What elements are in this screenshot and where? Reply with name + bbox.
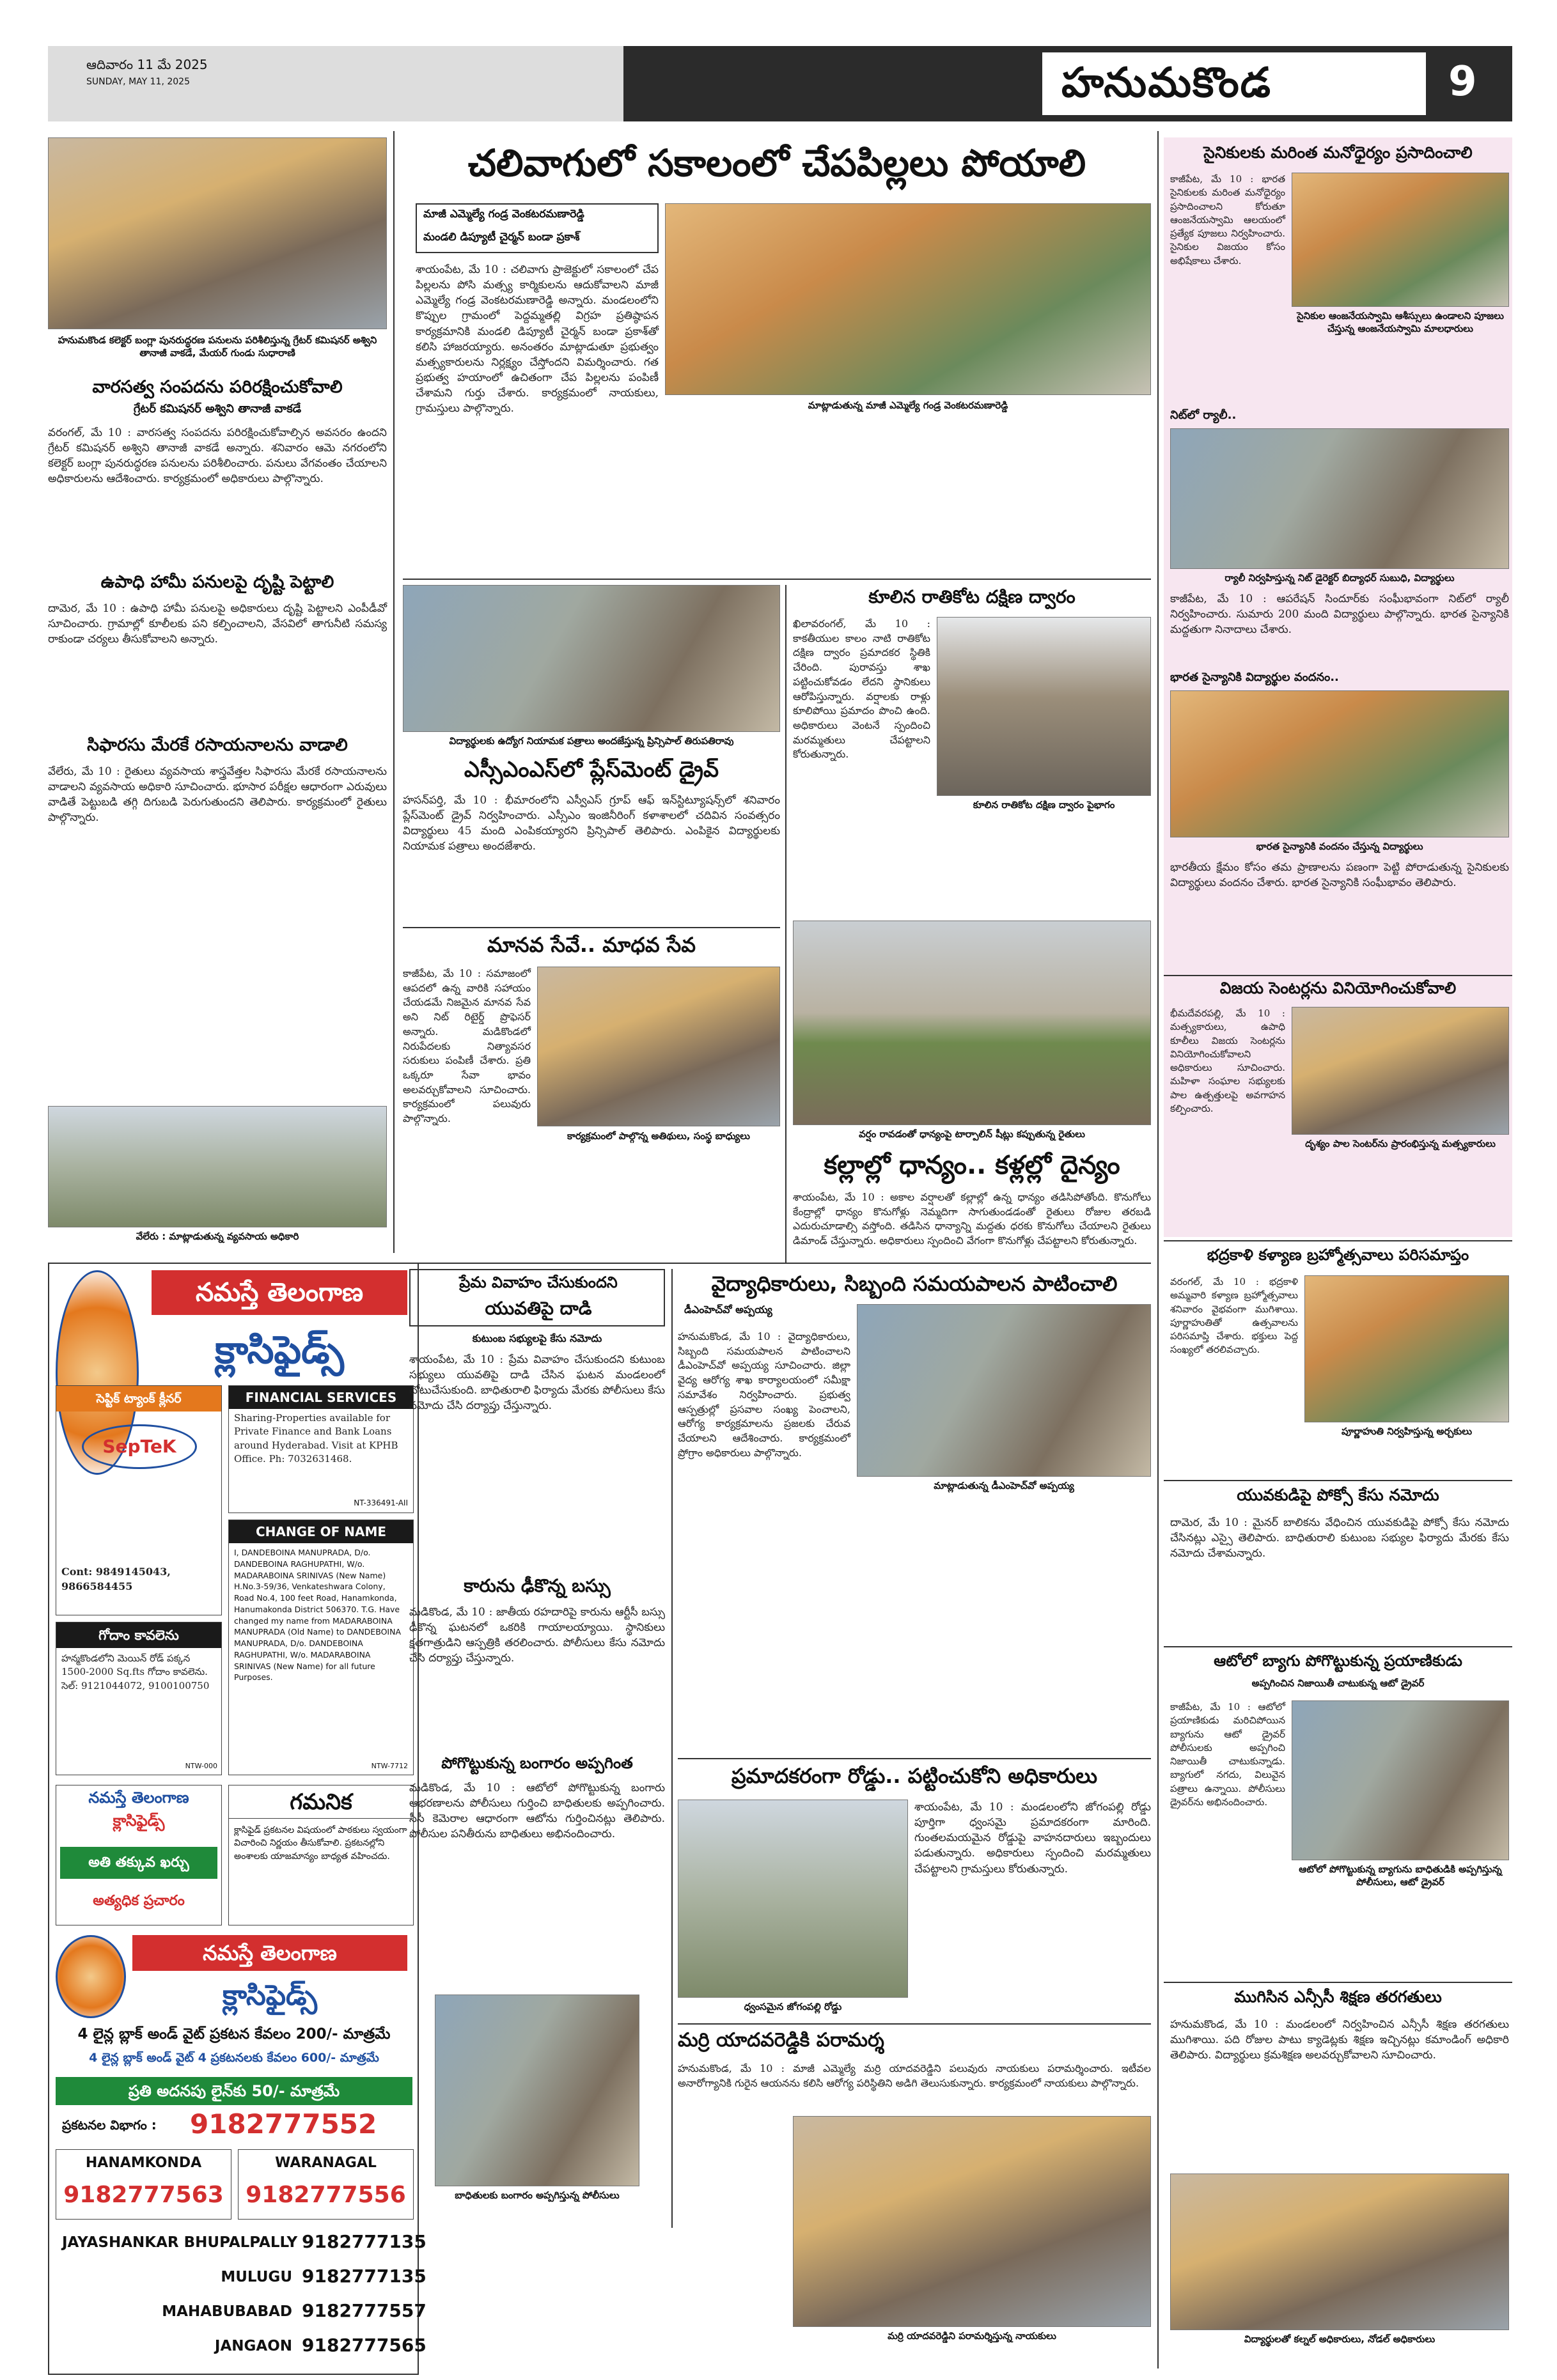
godown-title: గోదాం కావలెను	[56, 1622, 221, 1648]
city-hanamkonda-name: HANAMKONDA	[85, 2155, 202, 2171]
solidarity-body: భారతీయ క్షేమం కోసం తమ ప్రాణాలను పణంగా పెట్టి పోరాడుతున్న సైనికులకు విద్యార్థులు వందనం చేశారు. భారత సైన్యానికి సంఘీభావం తెలిపారు.	[1170, 861, 1509, 890]
offer-brand-line2: క్లాసిఫైడ్స్	[223, 1979, 317, 2012]
placement-headline: ఎస్సీఎంఎస్‌లో ప్లేస్‌మెంట్ డ్రైవ్	[464, 757, 719, 782]
district-row-phone[interactable]: 9182777135	[302, 2266, 426, 2287]
right-column-rule	[1157, 131, 1159, 2368]
ncc-photo	[1170, 2174, 1509, 2330]
kalyan-top-rule	[1164, 1240, 1512, 1241]
masthead-date-box	[48, 46, 623, 121]
lead-kicker-2: మండలి డిప్యూటీ చైర్మన్ బండా ప్రకాశ్	[423, 231, 580, 244]
auto-photo-caption: ఆటోలో పోగొట్టుకున్న బ్యాగును బాధితుడికి అప్పగిస్తున్న పోలీసులు, ఆటో డ్రైవర్	[1299, 1863, 1502, 1888]
septic-logo: SepTeK	[82, 1424, 197, 1469]
heritage-body: వరంగల్, మే 10 : వారసత్వ సంపదను పరిరక్షించుకోవాల్సిన అవసరం ఉందని గ్రేటర్ కమిషనర్ అశ్విని తానాజీ వాకడే అన్నారు. శనివారం ఆమె నగరంలోని కలెక్టర్ బంగ్లా పునరుద్ధరణ పనులను పరిశీలించారు. పనులు వేగవంతం చేయాలని అధికారులను ఆదేశించారు. కార్యక్రమంలో అధికారులు పాల్గొన్నారు.	[48, 426, 387, 486]
fort-body-cont	[937, 818, 1151, 914]
dept-phone[interactable]: 9182777552	[190, 2108, 377, 2140]
mayor-photo	[793, 2116, 1151, 2327]
lead-kicker-box	[416, 203, 659, 253]
heritage-headline: వారసత్వ సంపదను పరిరక్షించుకోవాలి	[92, 377, 343, 397]
city-hanamkonda-phone[interactable]: 9182777563	[63, 2182, 224, 2208]
nit-rally-photo-caption: ర్యాలీ నిర్వహిస్తున్న నిట్ డైరెక్టర్ బిద్యాధర్ సుబుధి, విద్యార్థులు	[1224, 572, 1455, 584]
manava-photo	[537, 967, 780, 1126]
classifieds-brand-line1: నమస్తే తెలంగాణ	[152, 1270, 407, 1315]
doctors-photo-caption: మాట్లాడుతున్న డీఎంహెచ్‌వో అప్పయ్య	[934, 1480, 1074, 1491]
nit-rally-label: నిట్‌లో ర్యాలీ..	[1170, 408, 1237, 422]
financial-ad-body: Sharing-Properties available for Private Finance and Bank Loans around Hyderabad. Visit at KPHB Office. Ph: 7032631468.	[234, 1412, 398, 1465]
tagline-high-reach: అత్యధిక ప్రచారం	[93, 1893, 185, 1909]
district-row-phone[interactable]: 9182777565	[302, 2335, 426, 2356]
vijay-body-cont	[1292, 1170, 1509, 1231]
lead-body-cont	[665, 422, 1151, 524]
pocso-top-rule	[1164, 1480, 1512, 1481]
godown-body: హన్మకొండలోని మెయిన్ రోడ్ పక్కన 1500-2000 Sq.fts గోదాం కావలెను. సెల్: 9121044072, 9100100750	[61, 1653, 210, 1692]
road-photo-caption: ధ్వంసమైన జోగంపల్లి రోడ్డు	[744, 2001, 842, 2012]
solidarity-photo	[1170, 690, 1509, 837]
center-lower-rule	[671, 1269, 673, 2228]
godown-ad	[56, 1622, 222, 1775]
lead-photo	[665, 203, 1151, 395]
manava-photo-caption: కార్యక్రమంలో పాల్గొన్న అతిథులు, సంస్థ బాధ్యులు	[567, 1130, 750, 1142]
chemicals-headline: సిఫారసు మేరకే రసాయనాలను వాడాలి	[87, 735, 348, 755]
manava-body: కాజీపేట, మే 10 : సమాజంలో ఆపదలో ఉన్న వారికి సహాయం చేయడమే నిజమైన మానవ సేవ అని నిట్ రిటైర్డ్ ప్రొఫెసర్ అన్నారు. మడికొండలో నిరుపేదలకు నిత్యావసర సరుకులు పంపిణీ చేశారు. ప్రతి ఒక్కరూ సేవా భావం అలవర్చుకోవాలని సూచించారు. కార్యక్రమంలో పలువురు పాల్గొన్నారు.	[403, 967, 531, 1125]
septic-ad-title: సెప్టిక్ ట్యాంక్ క్లీనర్	[56, 1386, 221, 1412]
change-of-name-title: CHANGE OF NAME	[229, 1520, 413, 1543]
lead-headline: చలివాగులో సకాలంలో చేపపిల్లలు పోయాలి	[467, 141, 1086, 185]
army-body: కాజీపేట, మే 10 : భారత సైనికులకు మరింత మనోధైర్యం ప్రసాదించాలని కోరుతూ ఆంజనేయస్వామి ఆలయంలో ప్రత్యేక పూజలు నిర్వహించారు. సైనికుల విజయం కోసం అభిషేకాలు చేశారు.	[1170, 173, 1285, 267]
army-body-cont	[1292, 352, 1509, 403]
ncc-body: హనుమకొండ, మే 10 : మండలంలో నిర్వహించిన ఎన్సీసీ శిక్షణ తరగతులు ముగిశాయి. పది రోజుల పాటు క్యాడెట్లకు శిక్షణ ఇచ్చినట్లు కమాండింగ్ అధికారి తెలిపారు. విద్యార్థులు క్రమశిక్షణ అలవర్చుకోవాలని సూచించారు.	[1170, 2018, 1509, 2062]
auto-body-cont	[1292, 1895, 1509, 1975]
date-telugu: ఆదివారం 11 మే 2025	[86, 57, 208, 72]
vijay-photo	[1292, 1007, 1509, 1135]
grain-photo	[793, 921, 1151, 1125]
pocso-headline: యువకుడిపై పోక్సో కేసు నమోదు	[1237, 1486, 1439, 1504]
financial-ad-title: FINANCIAL SERVICES	[229, 1386, 413, 1409]
mayor-photo-caption: మర్రి యాదవరెడ్డిని పరామర్శిస్తున్న నాయకులు	[888, 2330, 1056, 2342]
collector-photo-caption: హనుమకొండ కలెక్టర్ బంగ్లా పునరుద్ధరణ పనులను పరిశీలిస్తున్న గ్రేటర్ కమిషనర్ అశ్విని తానాజీ వాకడే, మేయర్ గుండు సుధారాణి	[58, 334, 377, 359]
road-body: శాయంపేట, మే 10 : మండలంలోని జోగంపల్లి రోడ్డు పూర్తిగా ధ్వంసమై ప్రమాదకరంగా మారింది. గుంతలమయమైన రోడ్డుపై వాహనదారులు ఇబ్బందులు పడుతున్నారు. అధికారులు స్పందించి మరమ్మతులు చేపట్టాలని గ్రామస్తులు కోరుతున్నారు.	[914, 1801, 1151, 1876]
manava-top-rule	[403, 927, 780, 928]
vijay-headline: విజయ సెంటర్లను వినియోగించుకోవాలి	[1219, 979, 1457, 997]
ncc-top-rule	[1164, 1982, 1512, 1983]
district-list	[56, 2229, 426, 2370]
dept-label: ప్రకటనల విభాగం :	[62, 2117, 157, 2133]
doctors-kicker: డీఎంహెచ్‌వో అప్పయ్య	[684, 1303, 772, 1316]
vijay-body: భీమదేవరపల్లి, మే 10 : మత్స్యకారులు, ఉపాధి కూలీలు విజయ సెంటర్లను వినియోగించుకోవాలని అధికారులు సూచించారు. మహిళా సంఘాల సభ్యులకు పాల ఉత్పత్తులపై అవగాహన కల్పించారు.	[1170, 1007, 1285, 1115]
fort-headline: కూలిన రాతికోట దక్షిణ ద్వారం	[868, 586, 1076, 607]
car-body: మడికొండ, మే 10 : జాతీయ రహదారిపై కారును ఆర్టీసీ బస్సు ఢీకొన్న ఘటనలో ఒకరికి గాయాలయ్యాయి. స్థానికులు క్షతగాత్రుడిని ఆస్పత్రికి తరలించారు. పోలీసులు కేసు నమోదు చేసి దర్యాప్తు చేస్తున్నారు.	[409, 1606, 665, 1665]
grain-photo-caption: వర్షం రావడంతో ధాన్యంపై టార్పాలిన్ షీట్లు కప్పుతున్న రైతులు	[859, 1128, 1085, 1140]
auto-body: కాజీపేట, మే 10 : ఆటోలో ప్రయాణికుడు మరిచిపోయిన బ్యాగును ఆటో డ్రైవర్ పోలీసులకు అప్పగించి నిజాయితీ చాటుకున్నాడు. బ్యాగులో నగదు, విలువైన పత్రాలు ఉన్నాయి. పోలీసులు డ్రైవర్‌ను అభినందించారు.	[1170, 1701, 1285, 1808]
doctors-headline: వైద్యాధికారులు, సిబ్బంది సమయపాలన పాటించాలి	[711, 1272, 1118, 1296]
nit-rally-photo	[1170, 428, 1509, 569]
doctors-photo	[857, 1304, 1151, 1477]
change-of-name-body: I, DANDEBOINA MANUPRADA, D/o. DANDEBOINA RAGHUPATHI, W/o. MADARABOINA SRINIVAS (New Name) H.No.3-59/36, Venkateshwara Colony, Road No.4, 100 feet Road, Hanamkonda, Hanumakonda District 506370. T.G. Have changed my name from MADARABOINA MANUPRADA (Old Name) to DANDEBOINA MANUPRADA, D/o. DANDEBOINA RAGHUPATHI, W/o. MADARABOINA SRINIVAS (New Name) for all future Purposes.	[234, 1548, 401, 1683]
car-headline: కారును ఢీకొన్న బస్సు	[464, 1575, 611, 1596]
city-warangal-phone[interactable]: 9182777556	[246, 2182, 406, 2208]
septic-ad-phone: Cont: 9849145043, 9866584455	[61, 1566, 171, 1592]
placement-body: హసన్‌పర్తి, మే 10 : భీమారంలోని ఎస్వీఎస్ గ్రూప్ ఆఫ్ ఇన్‌స్టిట్యూషన్స్‌లో శనివారం ప్లేస్‌మెంట్ డ్రైవ్ నిర్వహించారు. ఎస్సీఎం ఇంజినీరింగ్ కళాశాలలో చదివిన సంవత్సరం విద్యార్థులు 45 మంది ఎంపికయ్యారని ప్రిన్సిపాల్ తెలిపారు. ఎంపికైన విద్యార్థులకు నియామక పత్రాలు అందజేశారు.	[403, 794, 780, 853]
offer-line-2: 4 లైన్ల బ్లాక్ అండ్ వైట్ 4 ప్రకటనలకు కేవలం 600/- మాత్రమే	[89, 2051, 379, 2065]
gold-photo-caption: బాధితులకు బంగారం అప్పగిస్తున్న పోలీసులు	[455, 2189, 620, 2201]
district-row-name: MAHABUBABAD	[162, 2303, 292, 2320]
lead-bottom-rule	[403, 579, 1151, 580]
employment-body: దామెర, మే 10 : ఉపాధి హామీ పనులపై అధికారులు దృష్టి పెట్టాలని ఎంపీడీవో సూచించారు. గ్రామాల్లో కూలీలకు పని కల్పించాలని, వేసవిలో తాగునీటి సమస్య రాకుండా చర్యలు తీసుకోవాలని అన్నారు.	[48, 602, 387, 646]
city-hanamkonda	[56, 2149, 231, 2220]
auto-subhead: అప్పగించిన నిజాయితీ చాటుకున్న ఆటో డ్రైవర్	[1251, 1677, 1425, 1689]
masthead	[48, 46, 1512, 121]
gamanika-box	[228, 1785, 414, 1925]
offer-line-1: 4 లైన్ల బ్లాక్ అండ్ వైట్ ప్రకటన కేవలం 200/- మాత్రమే	[77, 2026, 391, 2042]
mayor-body: హనుమకొండ, మే 10 : మాజీ ఎమ్మెల్యే మర్రి యాదవరెడ్డిని పలువురు నాయకులు పరామర్శించారు. ఇటీవల అనారోగ్యానికి గురైన ఆయనను కలిసి ఆరోగ్య పరిస్థితిని అడిగి తెలుసుకున్నారు. కార్యక్రమంలో నాయకులు పాల్గొన్నారు.	[678, 2062, 1151, 2089]
gold-photo	[435, 1995, 639, 2186]
auto-photo	[1292, 1700, 1509, 1860]
brand-mini-box	[56, 1785, 222, 1925]
vijay-photo-caption: దృశ్యం పాల సెంటర్‌ను ప్రారంభిస్తున్న మత్స్యకారులు	[1305, 1138, 1496, 1149]
gold-body: మడికొండ, మే 10 : ఆటోలో పోగొట్టుకున్న బంగారు ఆభరణాలను పోలీసులు గుర్తించి బాధితులకు అప్పగించారు. సీసీ కెమెరాల ఆధారంగా ఆటోను గుర్తించినట్లు తెలిపారు. పోలీసుల పనితీరును బాధితులు అభినందించారు.	[409, 1782, 665, 1841]
farmers-photo-caption: వేలేరు : మాట్లాడుతున్న వ్యవసాయ అధికారి	[136, 1231, 299, 1242]
fort-photo-caption: కూలిన రాతికోట దక్షిణ ద్వారం పైభాగం	[973, 799, 1115, 811]
nit-rally-body: కాజీపేట, మే 10 : ఆపరేషన్ సిందూర్‌కు సంఘీభావంగా నిట్‌లో ర్యాలీ నిర్వహించారు. సుమారు 200 మంది విద్యార్థులు పాల్గొన్నారు. భారత సైన్యానికి మద్దతుగా నినాదాలు చేశారు.	[1170, 593, 1509, 637]
kalyan-photo-caption: పూర్ణాహుతి నిర్వహిస్తున్న అర్చకులు	[1341, 1426, 1473, 1437]
page-number: 9	[1448, 58, 1477, 105]
change-of-name-code: NTW-7712	[371, 1762, 408, 1770]
offer-line-3: ప్రతి అదనపు లైన్‌కు 50/- మాత్రమే	[56, 2077, 412, 2105]
financial-ad	[228, 1385, 414, 1513]
collector-bungalow-photo	[48, 137, 387, 329]
change-of-name-ad	[228, 1520, 414, 1775]
lead-kicker: మాజీ ఎమ్మెల్యే గండ్ర వెంకటరమణారెడ్డి	[423, 208, 584, 221]
lead-body: శాయంపేట, మే 10 : చలివాగు ప్రాజెక్టులో సకాలంలో చేప పిల్లలను పోసి మత్స్య కార్మికులను ఆదుకోవాలని మాజీ ఎమ్మెల్యే గండ్ర వెంకటరమణారెడ్డి అన్నారు. మండలంలోని కొప్పుల గ్రామంలో పెద్దమ్మతల్లి విగ్రహ ప్రతిష్ఠాపన కార్యక్రమానికి మండలి డిప్యూటీ చైర్మన్ బండా ప్రకాశ్‌తో కలిసి హాజరయ్యారు. అనంతరం మాట్లాడుతూ ప్రభుత్వం మత్స్యకారులను నిర్లక్ష్యం చేస్తోందని విమర్శించారు. గత ప్రభుత్వ హయాంలో ఉచితంగా చేప పిల్లలను పంపిణీ చేశామని గుర్తు చేశారు. కార్యక్రమంలో నాయకులు, గ్రామస్తులు పాల్గొన్నారు.	[416, 263, 659, 416]
employment-headline: ఉపాధి హామీ పనులపై దృష్టి పెట్టాలి	[100, 572, 334, 592]
grain-headline: కల్లాల్లో ధాన్యం.. కళ్లల్లో దైన్యం	[824, 1151, 1120, 1180]
offer-brand-line1: నమస్తే తెలంగాణ	[132, 1935, 407, 1971]
heritage-subhead: గ్రేటర్ కమిషనర్ అశ్విని తానాజీ వాకడే	[133, 402, 302, 416]
classifieds-panel	[48, 1263, 426, 2375]
vijay-top-rule	[1164, 975, 1512, 976]
district-row-name: MULUGU	[221, 2269, 292, 2285]
army-photo	[1292, 173, 1509, 307]
fort-body: ఖిలావరంగల్, మే 10 : కాకతీయుల కాలం నాటి రాతికోట దక్షిణ ద్వారం ప్రమాదకర స్థితికి చేరింది. పురావస్తు శాఖ పట్టించుకోవడం లేదని స్థానికులు ఆరోపిస్తున్నారు. వర్షాలకు రాళ్లు కూలిపోయి ప్రమాదం పొంచి ఉంది. అధికారులు వెంటనే స్పందించి మరమ్మతులు చేపట్టాలని కోరుతున్నారు.	[793, 618, 930, 761]
love-subhead: కుటుంబ సభ్యులపై కేసు నమోదు	[472, 1332, 602, 1344]
ncc-headline: ముగిసిన ఎన్సీసీ శిక్షణ తరగతులు	[1234, 1987, 1442, 2006]
love-headline-1: ప్రేమ వివాహం చేసుకుందని	[459, 1273, 618, 1291]
kalyan-body: వరంగల్, మే 10 : భద్రకాళి అమ్మవారి కళ్యాణ బ్రహ్మోత్సవాలు శనివారం వైభవంగా ముగిశాయి. పూర్ణాహుతితో ఉత్సవాలను పరిసమాప్తి చేశారు. భక్తులు పెద్ద సంఖ్యలో తరలివచ్చారు.	[1170, 1276, 1298, 1356]
solidarity-label: భారత సైన్యానికి విద్యార్థుల వందనం..	[1170, 671, 1339, 684]
road-headline: ప్రమాదకరంగా రోడ్డు.. పట్టించుకోని అధికారులు	[731, 1764, 1098, 1788]
placement-photo-caption: విద్యార్థులకు ఉద్యోగ నియామక పత్రాలు అందజేస్తున్న ప్రిన్సిపాల్ తిరుపతిరావు	[449, 735, 734, 747]
ncc-photo-caption: విద్యార్థులతో కల్నల్ అధికారులు, నోడల్ అధికారులు	[1244, 2333, 1436, 2345]
mayor-top-rule	[678, 2023, 1151, 2025]
center-split-rule	[785, 585, 786, 1263]
doctors-body-cont	[857, 1502, 1151, 1752]
left-column-rule	[393, 131, 395, 1253]
district-row-phone[interactable]: 9182777557	[302, 2300, 426, 2321]
mayor-headline: మర్రి యాదవరెడ్డికి పరామర్శ	[678, 2029, 884, 2051]
pocso-body: దామెర, మే 10 : మైనర్ బాలికను వేధించిన యువకుడిపై పోక్సో కేసు నమోదు చేసినట్లు ఎస్సై తెలిపారు. బాధితురాలి కుటుంబ సభ్యుల ఫిర్యాదు మేరకు కేసు నమోదు చేశామన్నారు.	[1170, 1516, 1509, 1560]
gamanika-title: గమనిక	[229, 1785, 413, 1819]
classifieds-emblem-2	[56, 1935, 126, 2018]
godown-code: NTW-000	[185, 1762, 217, 1770]
city-warangal	[238, 2149, 414, 2220]
kalyan-photo	[1304, 1275, 1509, 1422]
love-headline-2: యువతిపై దాడి	[485, 1298, 592, 1319]
love-story-box	[409, 1269, 665, 1326]
septic-ad	[56, 1385, 222, 1615]
edition-box	[1042, 52, 1426, 115]
chemicals-body: వేలేరు, మే 10 : రైతులు వ్యవసాయ శాస్త్రవేత్తల సిఫారసు మేరకే రసాయనాలను వాడాలని వ్యవసాయ అధికారి సూచించారు. భూసార పరీక్షల ఆధారంగా ఎరువులు వాడితే పెట్టుబడి తగ్గి దిగుబడి పెరుగుతుందని తెలిపారు. కార్యక్రమంలో రైతులు పాల్గొన్నారు.	[48, 765, 387, 825]
solidarity-photo-caption: భారత సైన్యానికి వందనం చేస్తున్న విద్యార్థులు	[1256, 841, 1423, 852]
financial-ad-code: NT-336491-AII	[354, 1498, 408, 1507]
auto-headline: ఆటోలో బ్యాగు పోగొట్టుకున్న ప్రయాణికుడు	[1214, 1652, 1462, 1670]
farmers-meeting-photo	[48, 1106, 387, 1227]
brand-mini-line2: క్లాసిఫైడ్స్	[113, 1812, 165, 1830]
district-row-phone[interactable]: 9182777135	[302, 2231, 426, 2252]
fort-photo	[937, 617, 1151, 796]
doctors-body: హనుమకొండ, మే 10 : వైద్యాధికారులు, సిబ్బంది సమయపాలన పాటించాలని డీఎంహెచ్‌వో అప్పయ్య సూచించారు. జిల్లా వైద్య ఆరోగ్య శాఖ కార్యాలయంలో సమీక్షా సమావేశం నిర్వహించారు. ప్రభుత్వ ఆస్పత్రుల్లో ప్రసవాల సంఖ్య పెంచాలని, ఆరోగ్య కార్యక్రమాలను ప్రజలకు చేరువ చేయాలని ఆదేశించారు. కార్యక్రమంలో ప్రోగ్రాం అధికారులు పాల్గొన్నారు.	[678, 1330, 850, 1459]
army-headline: సైనికులకు మరింత మనోధైర్యం ప్రసాదించాలి	[1203, 143, 1473, 162]
love-body: శాయంపేట, మే 10 : ప్రేమ వివాహం చేసుకుందని కుటుంబ సభ్యులు యువతిపై దాడి చేసిన ఘటన మండలంలో చోటుచేసుకుంది. బాధితురాలి ఫిర్యాదు మేరకు పోలీసులు కేసు నమోదు చేసి దర్యాప్తు చేస్తున్నారు.	[409, 1353, 665, 1413]
grain-body: శాయంపేట, మే 10 : అకాల వర్షాలతో కల్లాల్లో ఉన్న ధాన్యం తడిసిపోతోంది. కొనుగోలు కేంద్రాల్లో ధాన్యం కొనుగోళ్లు నెమ్మదిగా సాగుతుండడంతో రైతులు రోజుల తరబడి ఎదురుచూడాల్సి వస్తోంది. తడిసిన ధాన్యాన్ని మద్దతు ధరకు కొనుగోలు చేయాలని రైతులు డిమాండ్ చేస్తున్నారు. అధికారులు స్పందించి వేగంగా కొనుగోళ్లు చేపట్టాలని కోరుతున్నారు.	[793, 1191, 1151, 1247]
district-row-name: JAYASHANKAR BHUPALPALLY	[62, 2234, 298, 2251]
gamanika-body: క్లాసిఫైడ్ ప్రకటనల విషయంలో పాఠకులు స్వయంగా విచారించి నిర్ణయం తీసుకోవాలి. ప్రకటనల్లోని అంశాలకు యాజమాన్యం బాధ్యత వహించదు.	[234, 1825, 407, 1862]
gold-headline: పోగొట్టుకున్న బంగారం అప్పగింత	[441, 1754, 633, 1772]
city-warangal-name: WARANAGAL	[275, 2155, 377, 2171]
road-top-rule	[678, 1758, 1151, 1759]
mid-rule	[403, 1263, 1151, 1264]
edition-title: హనుమకొండ	[1061, 59, 1272, 107]
road-photo	[678, 1800, 908, 1998]
placement-photo	[403, 585, 780, 732]
tagline-low-cost: అతి తక్కువ ఖర్చు	[60, 1847, 217, 1879]
army-photo-caption: సైనికుల ఆంజనేయస్వామి ఆశీస్సులు ఉండాలని పూజలు చేస్తున్న ఆంజనేయస్వామి మాలధారులు	[1297, 310, 1504, 334]
lead-photo-caption: మాట్లాడుతున్న మాజీ ఎమ్మెల్యే గండ్ర వెంకటరమణారెడ్డి	[808, 400, 1008, 411]
brand-mini-line1: నమస్తే తెలంగాణ	[88, 1789, 189, 1807]
manava-headline: మానవ సేవే.. మాధవ సేవ	[487, 933, 696, 957]
district-row-name: JANGAON	[214, 2338, 292, 2354]
classifieds-brand-line2: క్లాసిఫైడ్స్	[215, 1328, 344, 1373]
kalyan-headline: భద్రకాళి కళ్యాణ బ్రహ్మోత్సవాలు పరిసమాప్తం	[1207, 1246, 1469, 1264]
auto-top-rule	[1164, 1646, 1512, 1647]
date-english: SUNDAY, MAY 11, 2025	[86, 77, 190, 87]
